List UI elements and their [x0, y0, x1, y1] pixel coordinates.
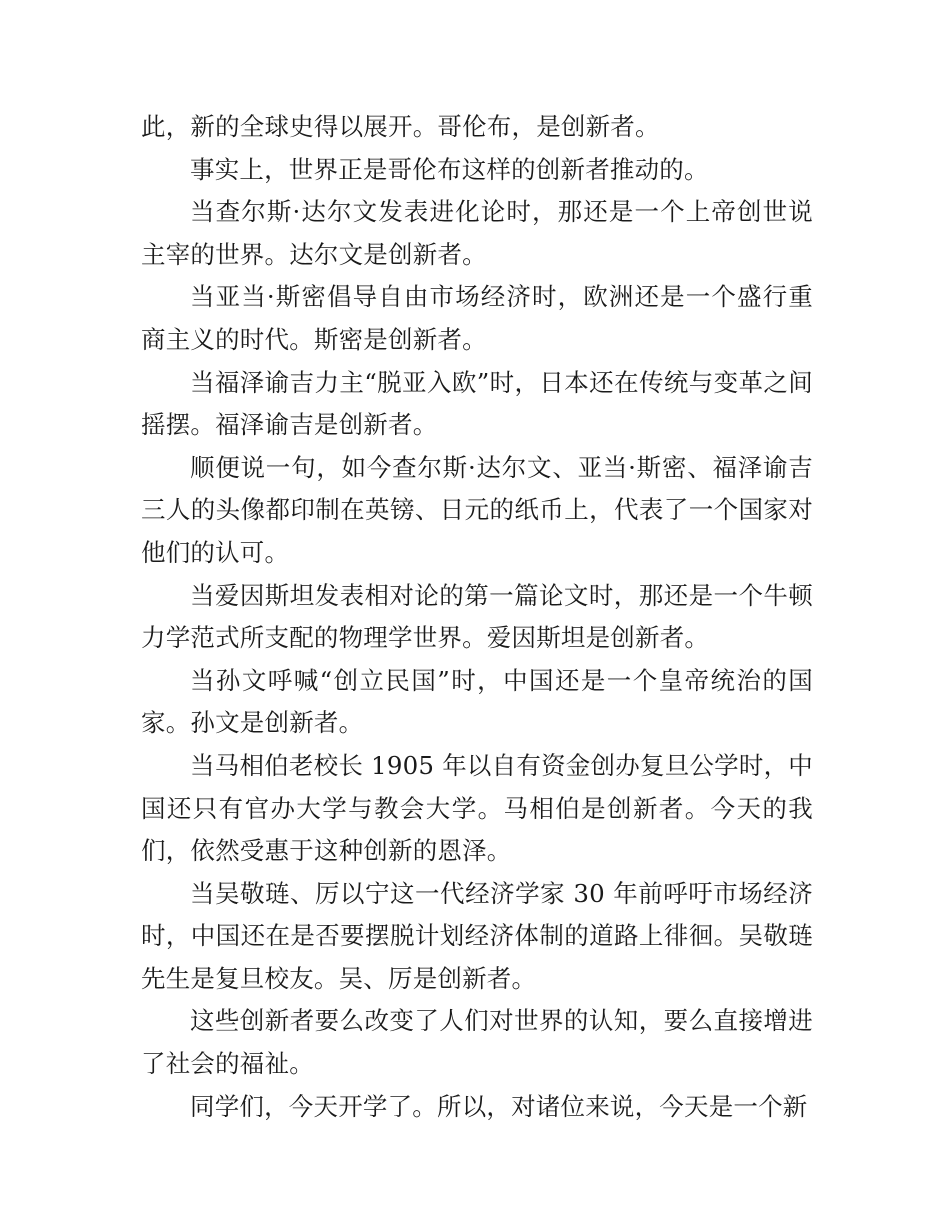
paragraph: 当吴敬琏、厉以宁这一代经济学家 30 年前呼吁市场经济时，中国还在是否要摆脱计划经济体制的道路上徘徊。吴敬琏先生是复旦校友。吴、厉是创新者。: [141, 878, 813, 993]
paragraph: 这些创新者要么改变了人们对世界的认知，要么直接增进了社会的福祉。: [141, 1006, 813, 1079]
paragraph: 当福泽谕吉力主“脱亚入欧”时，日本还在传统与变革之间摇摆。福泽谕吉是创新者。: [141, 367, 813, 440]
paragraph: 同学们，今天开学了。所以，对诸位来说，今天是一个新: [190, 1091, 808, 1121]
document-body: [141, 106, 813, 1128]
paragraph: 当亚当·斯密倡导自由市场经济时，欧洲还是一个盛行重商主义的时代。斯密是创新者。: [141, 282, 813, 354]
paragraph: 顺便说一句，如今查尔斯·达尔文、亚当·斯密、福泽谕吉三人的头像都印制在英镑、日元的纸币上，代表了一个国家对他们的认可。: [141, 452, 813, 567]
paragraph: 当爱因斯坦发表相对论的第一篇论文时，那还是一个牛顿力学范式所支配的物理学世界。爱因斯坦是创新者。: [141, 580, 813, 653]
paragraph: 当孙文呼喊“创立民国”时，中国还是一个皇帝统治的国家。孙文是创新者。: [141, 665, 813, 738]
paragraph: 此，新的全球史得以展开。哥伦布，是创新者。: [141, 112, 660, 141]
paragraph: 当马相伯老校长 1905 年以自有资金创办复旦公学时，中国还只有官办大学与教会大学。马相伯是创新者。今天的我们，依然受惠于这种创新的恩泽。: [141, 750, 813, 866]
paragraph: 事实上，世界正是哥伦布这样的创新者推动的。: [190, 154, 709, 184]
paragraph: 当查尔斯·达尔文发表进化论时，那还是一个上帝创世说主宰的世界。达尔文是创新者。: [141, 197, 813, 269]
